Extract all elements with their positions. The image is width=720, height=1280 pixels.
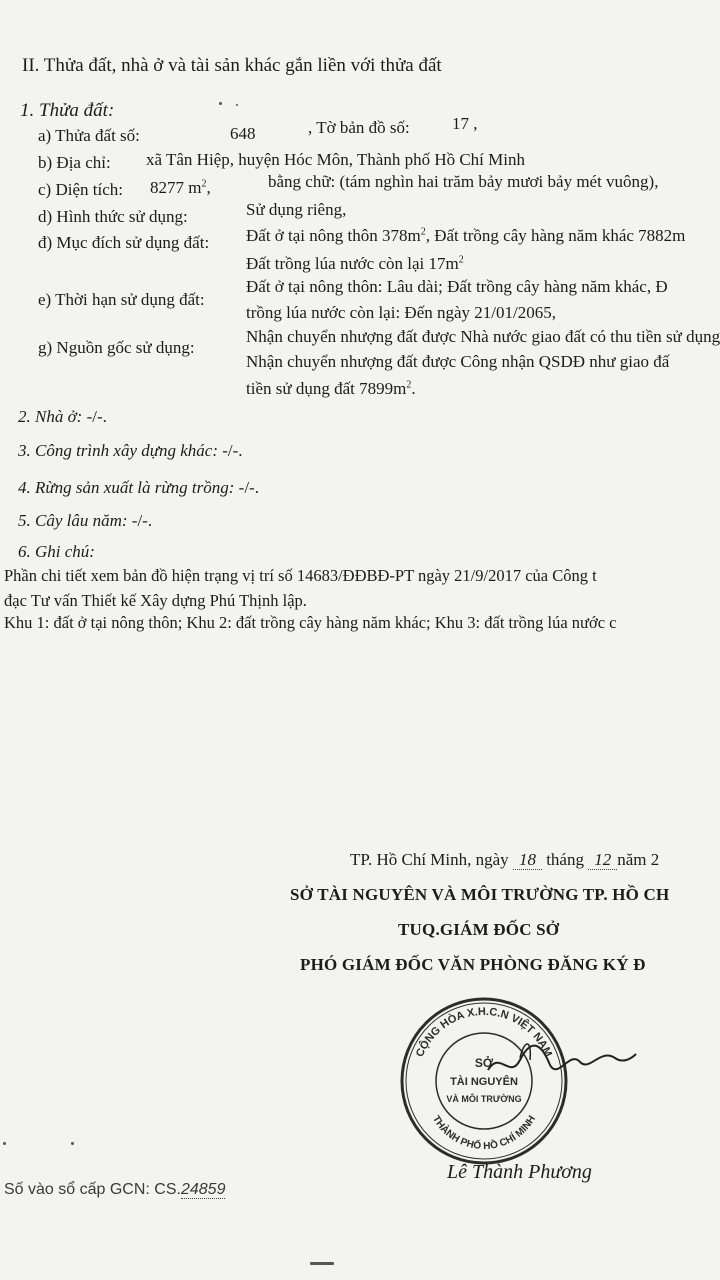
- scan-speck: [236, 104, 238, 106]
- registry-number: Số vào sổ cấp GCN: CS.24859: [4, 1181, 226, 1198]
- stamp-center-line2: TÀI NGUYÊN: [450, 1076, 518, 1088]
- notes-line3: Khu 1: đất ở tại nông thôn; Khu 2: đất trồng cây hàng năm khác; Khu 3: đất trồng lúa nước c: [4, 613, 617, 632]
- usage-form-value: Sử dụng riêng,: [246, 200, 347, 219]
- origin-label: g) Nguồn gốc sử dụng:: [38, 338, 195, 357]
- notes-heading: 6. Ghi chú:: [18, 542, 95, 561]
- notes-line2: đạc Tư vấn Thiết kế Xây dựng Phú Thịnh lập.: [4, 591, 307, 610]
- place-date: TP. Hồ Chí Minh, ngày 18 tháng 12 năm 2: [350, 850, 660, 869]
- parcel-number-value: 648: [230, 124, 256, 143]
- origin-line2: Nhận chuyển nhượng đất được Công nhận QSDĐ như giao đấ: [246, 352, 670, 371]
- map-sheet-label: , Tờ bản đồ số:: [308, 118, 410, 137]
- usage-form-label: d) Hình thức sử dụng:: [38, 207, 188, 226]
- handwritten-signature: [480, 1030, 640, 1090]
- usage-purpose-line2: Đất trồng lúa nước còn lại $17m^2$: [246, 254, 464, 273]
- svg-text:THÀNH PHỐ HỒ CHÍ MINH: [430, 1114, 538, 1152]
- scan-speck: [219, 102, 222, 105]
- stamp-center-line1: SỞ: [474, 1056, 494, 1070]
- stamp-center-line3: VÀ MÔI TRƯỜNG: [446, 1094, 522, 1104]
- usage-term-line2: trồng lúa nước còn lại: Đến ngày 21/01/2065,: [246, 303, 556, 322]
- stamp-ring-bottom-text: THÀNH PHỐ HỒ CHÍ MINH: [430, 1113, 538, 1153]
- signer-name: Lê Thành Phương: [447, 1161, 592, 1183]
- construction-row: 3. Công trình xây dựng khác: -/-.: [18, 441, 243, 460]
- address-value: xã Tân Hiệp, huyện Hóc Môn, Thành phố Hồ Chí Minh: [146, 150, 525, 169]
- area-in-words: bằng chữ: (tám nghìn hai trăm bảy mươi bảy mét vuông),: [268, 172, 659, 191]
- authorization-title: TUQ.GIÁM ĐỐC SỞ: [398, 920, 560, 939]
- land-heading: 1. Thửa đất:: [20, 100, 115, 121]
- usage-term-label: e) Thời hạn sử dụng đất:: [38, 290, 205, 309]
- usage-purpose-line1: Đất ở tại nông thôn $378m^2$, Đất trồng cây hàng năm khác 7882m: [246, 226, 686, 245]
- address-label: b) Địa chỉ:: [38, 153, 111, 172]
- signer-position: PHÓ GIÁM ĐỐC VĂN PHÒNG ĐĂNG KÝ Đ: [300, 955, 646, 974]
- forest-row: 4. Rừng sản xuất là rừng trồng: -/-.: [18, 478, 259, 497]
- house-row: 2. Nhà ở: -/-.: [18, 407, 107, 426]
- scan-speck: [3, 1142, 6, 1145]
- usage-purpose-label: đ) Mục đích sử dụng đất:: [38, 233, 210, 252]
- parcel-number-label: a) Thửa đất số:: [38, 126, 140, 145]
- stamp-ring-top-text: CỘNG HÒA X.H.C.N VIỆT NAM: [413, 1005, 555, 1059]
- origin-line1: Nhận chuyển nhượng đất được Nhà nước giao đất có thu tiền sử dụng: [246, 327, 720, 346]
- perennial-trees-row: 5. Cây lâu năm: -/-.: [18, 511, 153, 530]
- scan-speck: [310, 1262, 334, 1265]
- scan-speck: [71, 1142, 74, 1145]
- section-title: II. Thửa đất, nhà ở và tài sản khác gắn liền với thửa đất: [22, 55, 442, 76]
- area-value: 8277 $m^2$,: [150, 178, 211, 197]
- origin-line3: tiền sử dụng đất $7899m^2$.: [246, 379, 416, 398]
- area-label: c) Diện tích:: [38, 180, 123, 199]
- map-sheet-value: 17 ,: [452, 114, 478, 133]
- notes-line1: Phần chi tiết xem bản đồ hiện trạng vị trí số 14683/ĐĐBĐ-PT ngày 21/9/2017 của Công t: [4, 566, 597, 585]
- usage-term-line1: Đất ở tại nông thôn: Lâu dài; Đất trồng cây hàng năm khác, Đ: [246, 277, 668, 296]
- issuing-org: SỞ TÀI NGUYÊN VÀ MÔI TRƯỜNG TP. HỒ CH: [290, 885, 670, 904]
